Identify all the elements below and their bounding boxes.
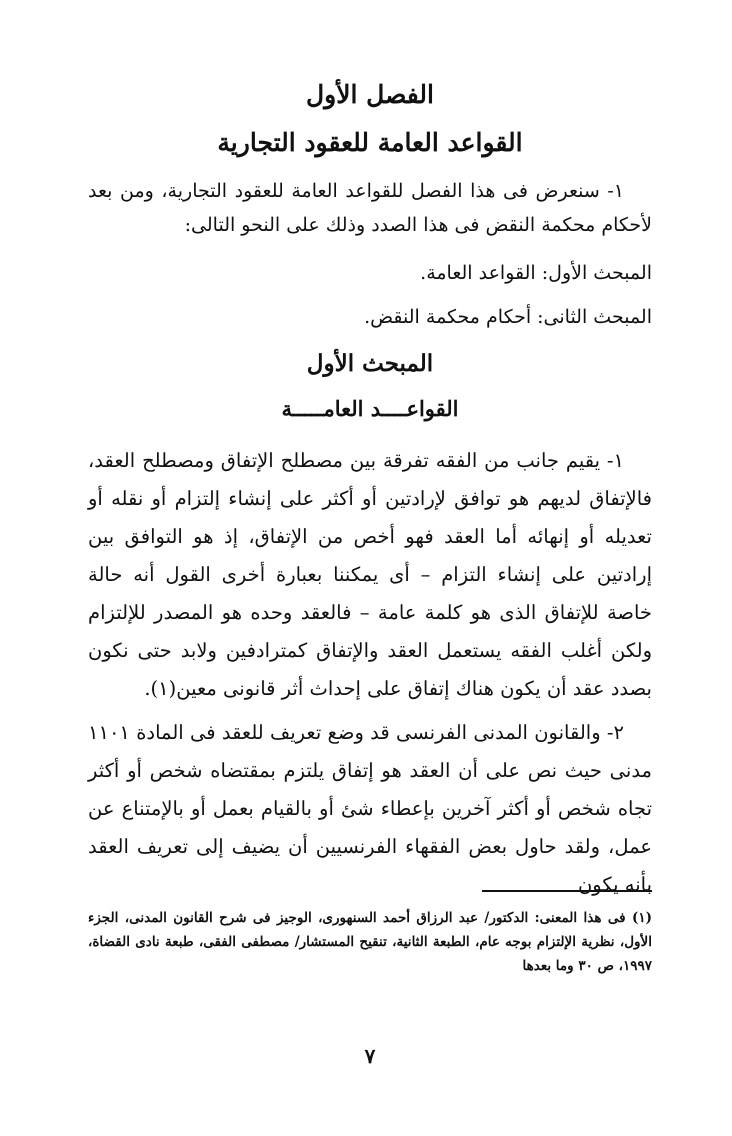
chapter-title: الفصل الأول (306, 80, 434, 109)
footnote: (١) فى هذا المعنى: الدكتور/ عبد الرزاق أحمد السنهورى، الوجيز فى شرح القانون المدنى، الجزء الأول، نظرية الإلتزام بوجه عام، الطبعة الثانية، تنقيح المستشار/ مصطفى الفقى، طبعة نادى القضاة، ١٩٩٧، ص ٣٠ وما بعدها (88, 910, 652, 974)
intro-paragraph: ١- سنعرض فى هذا الفصل للقواعد العامة للعقود التجارية، ومن بعد لأحكام محكمة النقض فى هذا الصدد وذلك على النحو التالى: (88, 180, 652, 236)
body-paragraph-2: ٢- والقانون المدنى الفرنسى قد وضع تعريف للعقد فى المادة ١١٠١ مدنى حيث نص على أن العقد هو إتفاق يلتزم بمقتضاه شخص أو أكثر تجاه شخص أو أكثر آخرين بإعطاء شئ أو بالقيام بعمل أو بالإمتناع عن عمل، ولقد حاول بعض الفقهاء الفرنسيين أن يضيف إلى تعريف العقد بأنه يكون (88, 721, 652, 896)
outline-item-2: المبحث الثانى: أحكام محكمة النقض. (364, 306, 652, 328)
document-page (88, 72, 652, 1112)
page-number: ٧ (364, 1044, 376, 1068)
chapter-subtitle: القواعد العامة للعقود التجارية (217, 128, 523, 157)
outline-item-1: المبحث الأول: القواعد العامة. (420, 262, 652, 284)
footnote-divider (482, 890, 652, 892)
body-paragraph-1: ١- يقيم جانب من الفقه تفرقة بين مصطلح الإتفاق ومصطلح العقد، فالإتفاق لديهم هو توافق لإرادتين أو أكثر على إنشاء إلتزام أو نقله أو تعديله أو إنهائه أما العقد فهو أخص من الإتفاق، إذ هو التوافق بين إرادتين على إنشاء التزام – أى يمكننا بعبارة أخرى القول أنه حالة خاصة للإتفاق الذى هو كلمة عامة – فالعقد وحده هو المصدر للإلتزام ولكن أغلب الفقه يستعمل العقد والإتفاق كمترادفين ولابد حتى نكون بصدد عقد أن يكون هناك إتفاق على إحداث أثر قانونى معين(١). (88, 449, 652, 700)
section-subtitle: القواعــــد العامـــــة (281, 396, 459, 421)
section-title: المبحث الأول (306, 350, 434, 377)
